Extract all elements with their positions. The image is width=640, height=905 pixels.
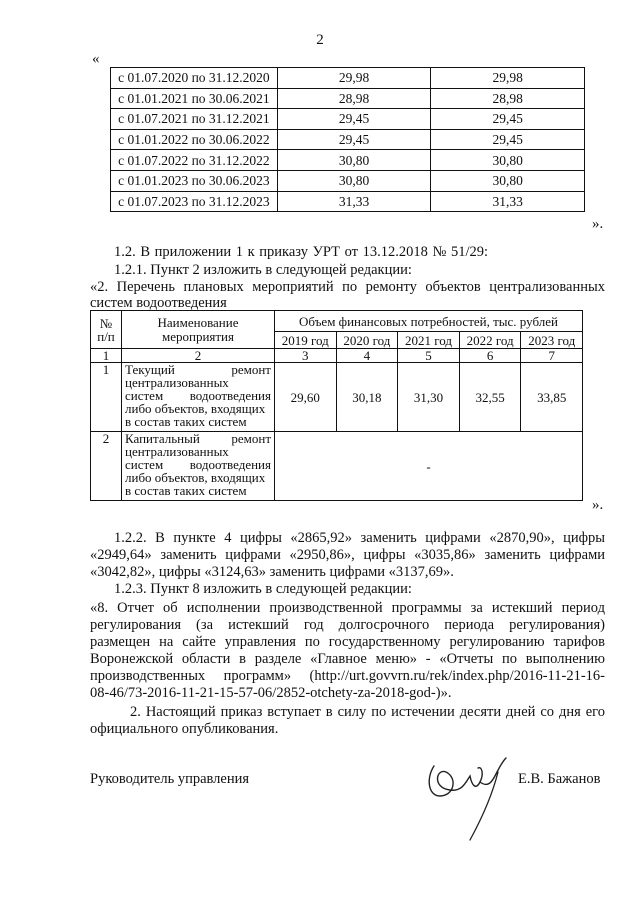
period-cell: с 01.07.2022 по 31.12.2022 xyxy=(111,150,278,171)
period-cell: с 01.07.2020 по 31.12.2020 xyxy=(111,68,278,89)
name-line: систем водоотведения xyxy=(125,457,271,472)
paragraph-1-2-1: 1.2.1. Пункт 2 изложить в следующей редакции: xyxy=(114,262,412,278)
paragraph-1-2: 1.2. В приложении 1 к приказу УРТ от 13.12.2018 № 51/29: xyxy=(114,244,489,260)
name-line: в состав таких систем xyxy=(125,414,247,429)
name-line: либо объектов, входящих xyxy=(125,470,266,485)
paragraph-8-line-5: производственных программ» (http://urt.govvrn.ru/rek/index.php/2016-11-21-16- xyxy=(90,668,605,684)
header-year: 2022 год xyxy=(459,332,521,349)
name-line: либо объектов, входящих xyxy=(125,401,266,416)
closing-quote-2: ». xyxy=(592,497,604,513)
row-values-dash: - xyxy=(275,432,583,501)
name-line: Капитальный ремонт xyxy=(125,431,271,446)
period-cell: с 01.01.2022 по 30.06.2022 xyxy=(111,129,278,150)
heading-line-1: «2. Перечень плановых мероприятий по ремонту объектов централизованных xyxy=(90,279,605,295)
value-2021: 31,30 xyxy=(398,363,460,432)
value-cell-1: 30,80 xyxy=(277,150,431,171)
period-cell: с 01.07.2023 по 31.12.2023 xyxy=(111,191,278,212)
period-cell: с 01.07.2021 по 31.12.2021 xyxy=(111,109,278,130)
value-2020: 30,18 xyxy=(336,363,398,432)
tariff-table xyxy=(110,67,585,212)
column-number: 6 xyxy=(459,349,521,363)
value-cell-1: 29,45 xyxy=(277,129,431,150)
table-row xyxy=(111,109,585,130)
column-number: 5 xyxy=(398,349,460,363)
period-cell: с 01.01.2021 по 30.06.2021 xyxy=(111,88,278,109)
header-year: 2021 год xyxy=(398,332,460,349)
row-name xyxy=(122,363,275,432)
table-row xyxy=(91,432,583,501)
value-cell-2: 30,80 xyxy=(431,170,585,191)
name-line: в состав таких систем xyxy=(125,483,247,498)
value-cell-1: 28,98 xyxy=(277,88,431,109)
row-name xyxy=(122,432,275,501)
closing-quote-1: ». xyxy=(592,216,604,232)
header-name: Наименование мероприятия xyxy=(122,311,275,349)
value-cell-2: 29,45 xyxy=(431,109,585,130)
header-num: № п/п xyxy=(91,311,122,349)
value-cell-2: 29,98 xyxy=(431,68,585,89)
table-row xyxy=(111,191,585,212)
column-number: 3 xyxy=(275,349,337,363)
header-volume: Объем финансовых потребностей, тыс. рублей xyxy=(275,311,583,332)
name-line: централизованных xyxy=(125,375,229,390)
period-cell: с 01.01.2023 по 30.06.2023 xyxy=(111,170,278,191)
measures-table xyxy=(90,310,583,501)
row-number: 2 xyxy=(91,432,122,501)
paragraph-8-line-3: размещен на сайте управления по государственному регулированию тарифов xyxy=(90,634,605,650)
value-cell-1: 31,33 xyxy=(277,191,431,212)
value-cell-1: 29,98 xyxy=(277,68,431,89)
page-number: 2 xyxy=(316,32,324,48)
name-line: систем водоотведения xyxy=(125,388,271,403)
value-cell-1: 29,45 xyxy=(277,109,431,130)
paragraph-1-2-2-line-3: «3042,82», цифры «3124,63» заменить цифрами «3137,69». xyxy=(90,564,454,580)
value-2019: 29,60 xyxy=(275,363,337,432)
signature-icon xyxy=(420,752,520,844)
paragraph-1-2-2-line-1: 1.2.2. В пункте 4 цифры «2865,92» заменить цифрами «2870,90», цифры xyxy=(114,530,605,546)
paragraph-8-line-1: «8. Отчет об исполнении производственной программы за истекший период xyxy=(90,600,605,616)
column-number: 1 xyxy=(91,349,122,363)
column-number: 7 xyxy=(521,349,583,363)
opening-quote: « xyxy=(92,51,100,67)
header-year: 2020 год xyxy=(336,332,398,349)
paragraph-8-line-2: регулирования (за истекший год долгосрочного периода регулирования) xyxy=(90,617,605,633)
name-line: централизованных xyxy=(125,444,229,459)
value-cell-2: 28,98 xyxy=(431,88,585,109)
value-2023: 33,85 xyxy=(521,363,583,432)
value-cell-2: 30,80 xyxy=(431,150,585,171)
paragraph-1-2-3: 1.2.3. Пункт 8 изложить в следующей редакции: xyxy=(114,581,412,597)
table-row xyxy=(111,68,585,89)
paragraph-2-line-2: официального опубликования. xyxy=(90,721,279,737)
table-row xyxy=(91,363,583,432)
row-number: 1 xyxy=(91,363,122,432)
paragraph-8-line-4: Воронежской области в разделе «Главное меню» - «Отчеты по выполнению xyxy=(90,651,605,667)
table-row xyxy=(111,170,585,191)
table-row xyxy=(111,150,585,171)
signatory-name: Е.В. Бажанов xyxy=(518,771,601,787)
value-cell-2: 31,33 xyxy=(431,191,585,212)
value-cell-2: 29,45 xyxy=(431,129,585,150)
name-line: Текущий ремонт xyxy=(125,362,271,377)
signatory-title: Руководитель управления xyxy=(90,771,250,787)
header-year: 2023 год xyxy=(521,332,583,349)
table-row xyxy=(111,129,585,150)
header-year: 2019 год xyxy=(275,332,337,349)
heading-line-2: систем водоотведения xyxy=(90,295,227,311)
value-cell-1: 30,80 xyxy=(277,170,431,191)
paragraph-1-2-2-line-2: «2949,64» заменить цифрами «2950,86», цифры «3035,86» заменить цифрами xyxy=(90,547,605,563)
value-2022: 32,55 xyxy=(459,363,521,432)
column-number: 4 xyxy=(336,349,398,363)
paragraph-8-line-6: 08-46/73-2016-11-21-15-57-06/2852-otchety-za-2018-god-)». xyxy=(90,685,452,701)
column-number: 2 xyxy=(122,349,275,363)
table-row xyxy=(111,88,585,109)
paragraph-2-line-1: 2. Настоящий приказ вступает в силу по истечении десяти дней со дня его xyxy=(130,704,605,720)
